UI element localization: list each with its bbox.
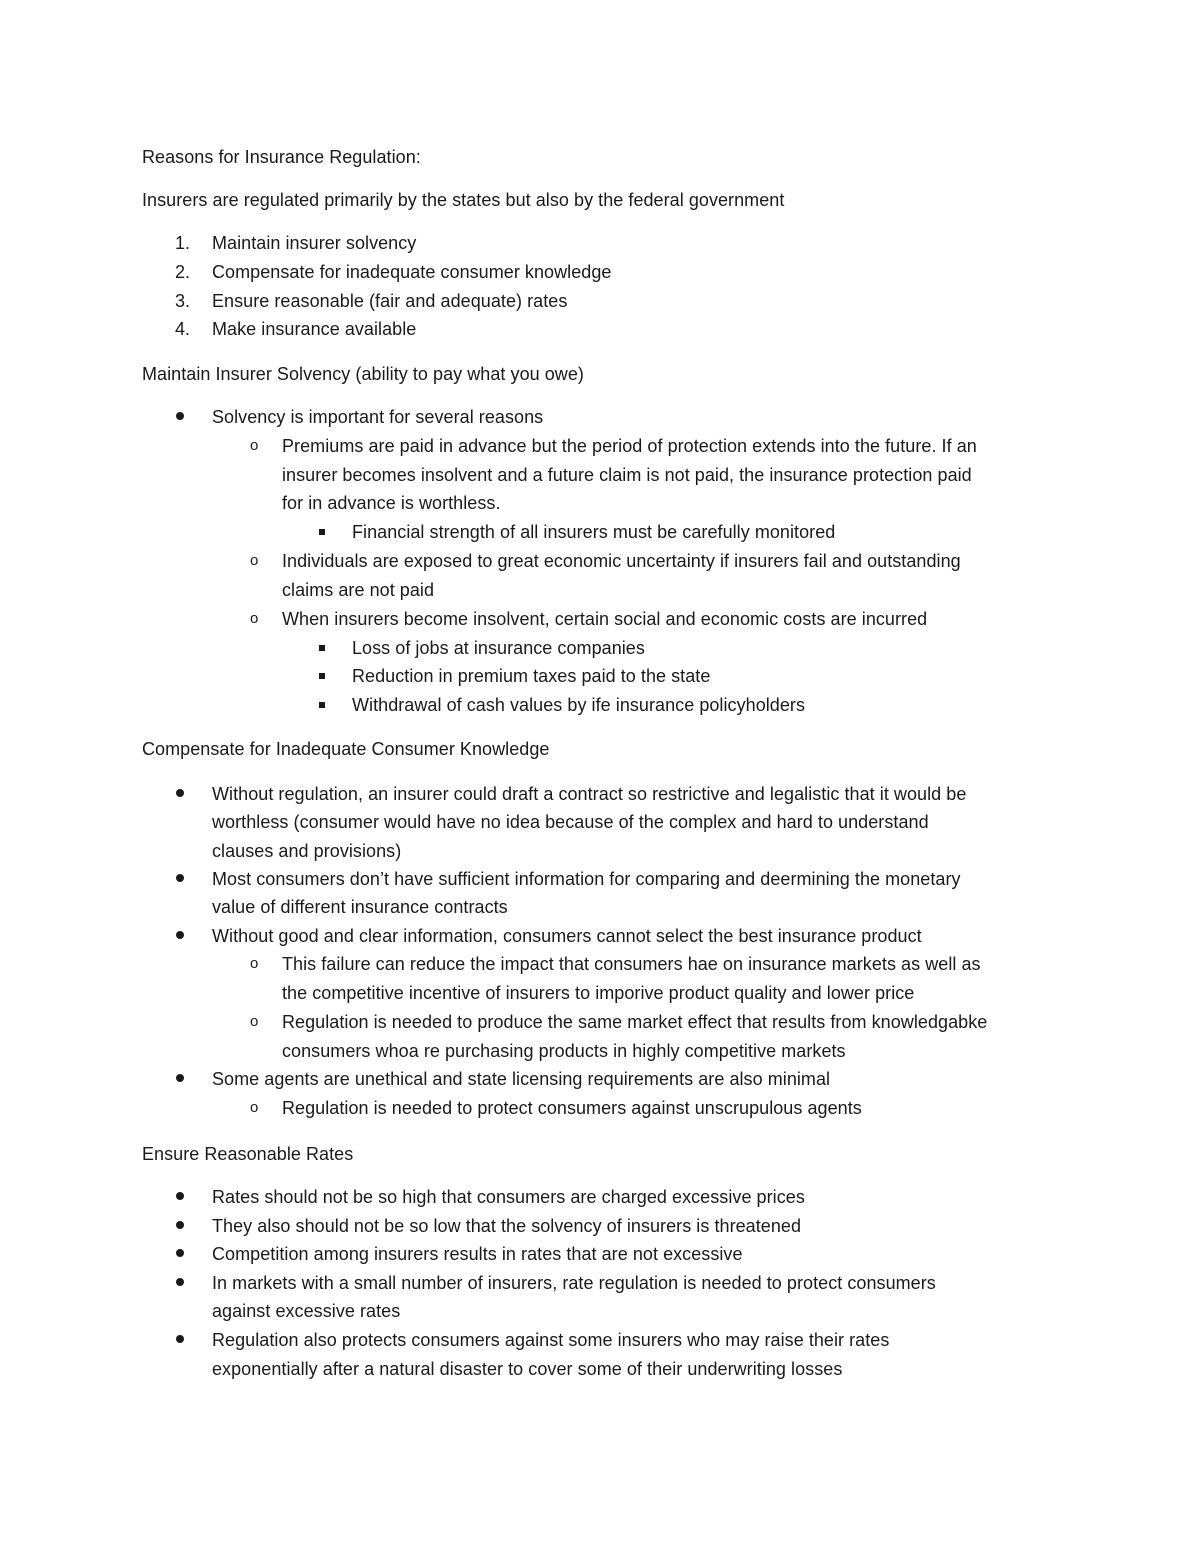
bullet-item-line: exponentially after a natural disaster to cover some of their underwriting losses — [212, 1359, 843, 1379]
bullet-icon — [176, 1074, 184, 1082]
bullet-icon — [176, 1221, 184, 1229]
bullet-icon — [176, 412, 184, 420]
circle-bullet-icon: o — [250, 610, 259, 627]
bullet-item: Rates should not be so high that consumers are charged excessive prices — [212, 1187, 805, 1207]
tertiary-item: Withdrawal of cash values by ife insurance policyholders — [352, 695, 806, 715]
list-item: Maintain insurer solvency — [212, 233, 417, 253]
sub-item: Regulation is needed to protect consumers against unscrupulous agents — [282, 1098, 862, 1118]
square-bullet-icon — [319, 673, 325, 679]
square-bullet-icon — [319, 702, 325, 708]
list-item: Ensure reasonable (fair and adequate) rates — [212, 291, 568, 311]
tertiary-item: Financial strength of all insurers must be carefully monitored — [352, 522, 836, 542]
sub-item-line: for in advance is worthless. — [282, 493, 501, 513]
bullet-item: Without good and clear information, consumers cannot select the best insurance product — [212, 926, 922, 946]
bullet-icon — [176, 1335, 184, 1343]
sub-item-line: This failure can reduce the impact that consumers hae on insurance markets as well as — [282, 954, 981, 974]
square-bullet-icon — [319, 645, 325, 651]
bullet-icon — [176, 789, 184, 797]
circle-bullet-icon: o — [250, 437, 259, 454]
list-item: Compensate for inadequate consumer knowledge — [212, 262, 612, 282]
square-bullet-icon — [319, 529, 325, 535]
sub-item: When insurers become insolvent, certain social and economic costs are incurred — [282, 609, 928, 629]
sub-item-line: insurer becomes insolvent and a future claim is not paid, the insurance protection paid — [282, 465, 972, 485]
sub-item-line: the competitive incentive of insurers to imporive product quality and lower price — [282, 983, 915, 1003]
sub-item-line: Premiums are paid in advance but the period of protection extends into the future. If an — [282, 436, 977, 456]
circle-bullet-icon: o — [250, 1099, 259, 1116]
section-heading-knowledge: Compensate for Inadequate Consumer Knowledge — [142, 739, 550, 759]
sub-item-line: claims are not paid — [282, 580, 435, 600]
bullet-icon — [176, 1249, 184, 1257]
bullet-icon — [176, 931, 184, 939]
bullet-item-line: clauses and provisions) — [212, 841, 402, 861]
bullet-icon — [176, 1192, 184, 1200]
sub-item-line: consumers whoa re purchasing products in highly competitive markets — [282, 1041, 846, 1061]
tertiary-item: Loss of jobs at insurance companies — [352, 638, 645, 658]
bullet-icon — [176, 874, 184, 882]
circle-bullet-icon: o — [250, 552, 259, 569]
sub-item-line: Regulation is needed to produce the same market effect that results from knowledgabke — [282, 1012, 988, 1032]
list-item: Make insurance available — [212, 319, 417, 339]
section-heading-rates: Ensure Reasonable Rates — [142, 1144, 354, 1164]
circle-bullet-icon: o — [250, 955, 259, 972]
sub-item-line: Individuals are exposed to great economic uncertainty if insurers fail and outstanding — [282, 551, 961, 571]
bullet-icon — [176, 1278, 184, 1286]
list-number: 4. — [175, 319, 191, 339]
bullet-item-line: In markets with a small number of insurers, rate regulation is needed to protect consumers — [212, 1273, 936, 1293]
bullet-item-line: value of different insurance contracts — [212, 897, 508, 917]
list-number: 3. — [175, 291, 191, 311]
bullet-item-line: Most consumers don’t have sufficient information for comparing and deermining the monetary — [212, 869, 961, 889]
list-number: 2. — [175, 262, 191, 282]
bullet-item: They also should not be so low that the solvency of insurers is threatened — [212, 1216, 802, 1236]
bullet-item-line: Regulation also protects consumers against some insurers who may raise their rates — [212, 1330, 890, 1350]
bullet-item-line: against excessive rates — [212, 1301, 401, 1321]
tertiary-item: Reduction in premium taxes paid to the state — [352, 666, 711, 686]
list-number: 1. — [175, 233, 191, 253]
bullet-item: Solvency is important for several reasons — [212, 407, 544, 427]
bullet-item-line: worthless (consumer would have no idea because of the complex and hard to understand — [212, 812, 929, 832]
intro-paragraph: Insurers are regulated primarily by the states but also by the federal government — [142, 190, 785, 210]
bullet-item-line: Without regulation, an insurer could draft a contract so restrictive and legalistic that it would be — [212, 784, 967, 804]
bullet-item: Some agents are unethical and state licensing requirements are also minimal — [212, 1069, 831, 1089]
page-title: Reasons for Insurance Regulation: — [142, 147, 421, 167]
bullet-item: Competition among insurers results in rates that are not excessive — [212, 1244, 743, 1264]
section-heading-solvency: Maintain Insurer Solvency (ability to pay what you owe) — [142, 364, 584, 384]
circle-bullet-icon: o — [250, 1013, 259, 1030]
